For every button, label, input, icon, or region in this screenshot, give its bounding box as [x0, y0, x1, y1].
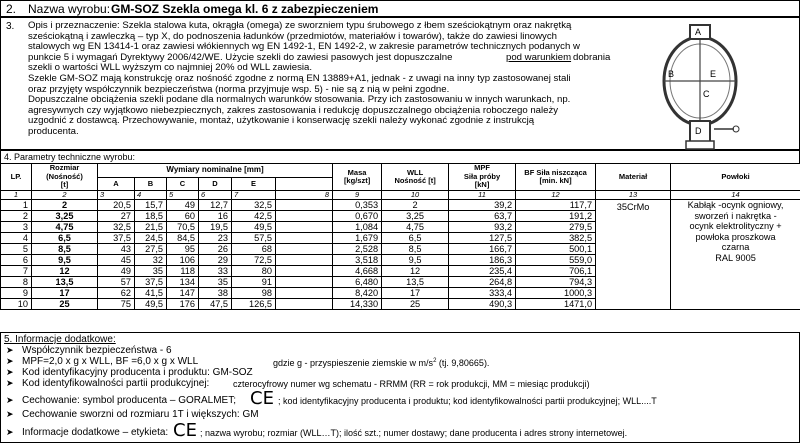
description-line: producenta.	[28, 126, 79, 137]
bullet-arrow-icon: ➤	[6, 378, 14, 388]
header-dim-blank	[276, 177, 333, 191]
svg-text:B: B	[668, 69, 675, 79]
bullet-arrow-icon: ➤	[6, 345, 14, 355]
col-number: 11	[449, 191, 516, 200]
svg-text:E: E	[710, 69, 717, 79]
extra-info-title: 5. Informacje dodatkowe:	[4, 334, 116, 345]
header-bf	[516, 164, 596, 191]
cell-dim-c: 84,5	[167, 233, 199, 244]
cell-dim-b: 15,7	[135, 200, 167, 211]
cell-dim-c: 106	[167, 255, 199, 266]
col-number: 14	[671, 191, 800, 200]
description-underlined: pod warunkiem	[506, 51, 572, 63]
cell-bf: 794,3	[516, 277, 596, 288]
svg-text:D: D	[695, 126, 702, 136]
cell-dim-blank	[276, 255, 333, 266]
bullet-arrow-icon: ➤	[6, 395, 14, 405]
cell-dim-e: 126,5	[232, 299, 276, 310]
table-row	[1, 200, 800, 211]
header-dim-c: C	[167, 177, 199, 191]
cell-bf: 117,7	[516, 200, 596, 211]
cell-lp: 9	[1, 288, 32, 299]
description-number: 3.	[6, 21, 15, 32]
powloki-line: powłoka proszkowa	[695, 231, 776, 242]
bullet-arrow-icon: ➤	[6, 356, 14, 366]
cell-mpf: 39,2	[449, 200, 516, 211]
description-line: sześciokątną i zawleczką – typ X, do podnoszenia ładunków (przedmiotów, materiałów i towarów), także do zawiesi linowych	[28, 30, 557, 42]
header-powloki: Powłoki	[671, 164, 800, 191]
cell-masa: 0,670	[333, 211, 382, 222]
header-wymiary: Wymiary nominalne [mm]	[98, 164, 333, 178]
cell-size: 8,5	[32, 244, 98, 255]
column-number-row	[1, 191, 800, 200]
cell-size: 17	[32, 288, 98, 299]
bullet-arrow-icon: ➤	[6, 367, 14, 377]
cell-dim-a: 27	[98, 211, 135, 222]
cell-dim-d: 19,5	[199, 222, 232, 233]
extra-info-item: Kod identyfikacyjny producenta i produktu: GM-SOZ	[22, 367, 253, 378]
cell-dim-d: 26	[199, 244, 232, 255]
cell-lp: 5	[1, 244, 32, 255]
cell-bf: 191,2	[516, 211, 596, 222]
extra-info-item: Informacje dodatkowe – etykieta:	[22, 427, 169, 438]
cell-dim-e: 68	[232, 244, 276, 255]
cell-lp: 2	[1, 211, 32, 222]
col-number: 3	[98, 191, 135, 200]
cell-masa: 1,084	[333, 222, 382, 233]
cell-bf: 559,0	[516, 255, 596, 266]
cell-dim-d: 33	[199, 266, 232, 277]
shackle-illustration	[650, 19, 760, 151]
description-line: Szekle GM-SOZ mają konstrukcję oraz nośność zgodne z normą EN 13889+A1, jednak - z uwagi na inny typ zastosowanej stali	[28, 73, 571, 84]
cell-size: 6,5	[32, 233, 98, 244]
cell-masa: 8,420	[333, 288, 382, 299]
header-material: Materiał	[596, 164, 671, 191]
powloki-line: czarna	[721, 242, 750, 252]
header-masa-line: Masa	[347, 167, 367, 177]
svg-text:C: C	[703, 89, 710, 99]
col-number: 9	[333, 191, 382, 200]
header-rozmiar-line: (Nośność)	[46, 171, 83, 181]
col-number: 1	[1, 191, 32, 200]
cell-dim-blank	[276, 277, 333, 288]
cell-bf: 1471,0	[516, 299, 596, 310]
cell-wll: 6,5	[382, 233, 449, 244]
powloki-line: ocynk elektrolityczny +	[689, 221, 782, 231]
col-number: 13	[596, 191, 671, 200]
col-number: 12	[516, 191, 596, 200]
cell-dim-a: 20,5	[98, 200, 135, 211]
gravity-text: gdzie g - przyspieszenie ziemskie w m/s	[273, 358, 434, 368]
cell-wll: 12	[382, 266, 449, 277]
cell-dim-blank	[276, 233, 333, 244]
powloki-line: sworzeń i nakrętka -	[694, 210, 777, 221]
cell-masa: 4,668	[333, 266, 382, 277]
cell-mpf: 235,4	[449, 266, 516, 277]
description-line: agresywnych czy wyjątkowo niebezpiecznych, zakres zastosowania i redukcję dopuszczalnego obciążenia roboczego należy	[28, 104, 559, 116]
cell-size: 13,5	[32, 277, 98, 288]
material-value: 35CrMo	[616, 202, 650, 212]
description-line: oraz przyjęty współczynnik bezpieczeństwa (norma przyjmuje wsp. 5) - nie są z nią w pełni zgodne.	[28, 83, 450, 95]
gravity-sup: 2	[433, 358, 437, 364]
cell-bf: 1000,3	[516, 288, 596, 299]
cell-size: 9,5	[32, 255, 98, 266]
cell-dim-a: 62	[98, 288, 135, 299]
cell-wll: 17	[382, 288, 449, 299]
cell-size: 2	[32, 200, 98, 211]
header-mpf-line: MPF	[474, 163, 490, 173]
technical-table	[0, 163, 800, 310]
cell-dim-d: 23	[199, 233, 232, 244]
cell-dim-c: 95	[167, 244, 199, 255]
cell-dim-blank	[276, 244, 333, 255]
description-line: Dopuszczalne obciążenia szekli podane dla normalnych warunków stosowania. Przy ich zastosowaniu w innych warunkach, np.	[28, 94, 571, 106]
header-mpf-line: Siła próby	[463, 171, 501, 181]
col-number: 8	[276, 191, 333, 200]
header-dim-d: D	[199, 177, 232, 191]
cell-mpf: 127,5	[449, 233, 516, 244]
header-lp: LP.	[1, 164, 32, 191]
cell-mpf: 166,7	[449, 244, 516, 255]
cell-dim-b: 32	[135, 255, 167, 266]
header-wll	[382, 164, 449, 191]
table-header-row	[1, 164, 800, 178]
header-bf-line: BF Siła niszcząca	[524, 167, 587, 177]
cell-bf: 382,5	[516, 233, 596, 244]
cell-size: 25	[32, 299, 98, 310]
cell-dim-b: 27,5	[135, 244, 167, 255]
cell-mpf: 63,7	[449, 211, 516, 222]
cell-mpf: 333,4	[449, 288, 516, 299]
cell-dim-b: 24,5	[135, 233, 167, 244]
cell-lp: 10	[1, 299, 32, 310]
cell-dim-e: 91	[232, 277, 276, 288]
cell-bf: 706,1	[516, 266, 596, 277]
cell-mpf: 93,2	[449, 222, 516, 233]
cell-lp: 1	[1, 200, 32, 211]
header-dim-e: E	[232, 177, 276, 191]
cell-dim-a: 43	[98, 244, 135, 255]
cell-mpf: 186,3	[449, 255, 516, 266]
header-mpf-line: [kN]	[474, 180, 490, 190]
title-label: Nazwa wyrobu:	[28, 2, 111, 16]
table-body	[1, 200, 800, 310]
section-number: 2.	[6, 2, 17, 16]
cell-lp: 6	[1, 255, 32, 266]
cell-dim-d: 12,7	[199, 200, 232, 211]
extra-info-item: Współczynnik bezpieczeństwa - 6	[22, 345, 172, 356]
cell-masa: 6,480	[333, 277, 382, 288]
cell-dim-b: 35	[135, 266, 167, 277]
cell-dim-a: 32,5	[98, 222, 135, 233]
bullet-arrow-icon: ➤	[6, 409, 14, 419]
cell-masa: 3,518	[333, 255, 382, 266]
cell-wll: 2	[382, 200, 449, 211]
gravity-value: (tj. 9,80665).	[436, 358, 490, 368]
cell-lp: 4	[1, 233, 32, 244]
cell-dim-c: 70,5	[167, 222, 199, 233]
cell-dim-a: 57	[98, 277, 135, 288]
svg-text:A: A	[695, 27, 702, 37]
ce-mark-icon: CE	[250, 388, 274, 409]
col-number: 5	[167, 191, 199, 200]
cell-dim-e: 98	[232, 288, 276, 299]
description-line: dobrania	[573, 51, 611, 63]
ce-mark-icon: CE	[173, 420, 197, 441]
cell-dim-b: 41,5	[135, 288, 167, 299]
header-rozmiar-line: Rozmiar	[49, 163, 80, 173]
description-line: punkcie 5 i wymagań Dyrektywy 2006/42/WE. Użycie szekli do zawiesi pasowych jest dopuszczalne	[28, 51, 453, 63]
cell-powloki	[671, 200, 800, 310]
cell-lp: 8	[1, 277, 32, 288]
extra-info-item-detail: ; kod identyfikacyjny producenta i produktu; kod identyfikowalności partii produkcyjnej; WLL....T	[278, 396, 657, 406]
powloki-line: Kabłąk -ocynk ogniowy,	[687, 200, 784, 210]
cell-dim-e: 32,5	[232, 200, 276, 211]
cell-dim-a: 37,5	[98, 233, 135, 244]
description-line: szekli o wartości WLL wyższym co najmniej 20% od WLL zawiesia.	[28, 62, 312, 74]
cell-wll: 4,75	[382, 222, 449, 233]
product-title: GM-SOZ Szekla omega kl. 6 z zabezpieczeniem	[111, 2, 379, 16]
header-wll-line: Nośność [t]	[394, 176, 436, 185]
header-bf-line: [min. kN]	[539, 176, 572, 185]
cell-dim-blank	[276, 266, 333, 277]
cell-dim-d: 47,5	[199, 299, 232, 310]
cell-dim-b: 18,5	[135, 211, 167, 222]
cell-dim-c: 147	[167, 288, 199, 299]
cell-dim-e: 80	[232, 266, 276, 277]
cell-wll: 8,5	[382, 244, 449, 255]
header-dim-b: B	[135, 177, 167, 191]
col-number: 6	[199, 191, 232, 200]
col-number: 4	[135, 191, 167, 200]
cell-dim-b: 21,5	[135, 222, 167, 233]
col-number: 7	[232, 191, 276, 200]
description-line: stalowych wg EN 13414-1 oraz zawiesi włókiennych wg EN 1492-1, EN 1492-2, w zakresie parametrów technicznych podanych w	[28, 41, 580, 53]
params-label: 4. Parametry techniczne wyrobu:	[4, 152, 136, 162]
cell-dim-d: 38	[199, 288, 232, 299]
extra-info-item-detail: czterocyfrowy numer wg schematu - RRMM (RR = rok produkcji, MM = miesiąc produkcji)	[233, 379, 590, 389]
cell-size: 4,75	[32, 222, 98, 233]
cell-masa: 14,330	[333, 299, 382, 310]
cell-dim-b: 37,5	[135, 277, 167, 288]
cell-dim-a: 49	[98, 266, 135, 277]
cell-dim-c: 49	[167, 200, 199, 211]
header-wll-line: WLL	[406, 167, 424, 177]
cell-dim-e: 57,5	[232, 233, 276, 244]
cell-bf: 500,1	[516, 244, 596, 255]
cell-dim-e: 49,5	[232, 222, 276, 233]
extra-info-item: Kod identyfikowalności partii produkcyjnej:	[22, 378, 210, 389]
bullet-arrow-icon: ➤	[6, 427, 14, 437]
cell-wll: 13,5	[382, 277, 449, 288]
description-line: uzgodnić z dostawcą. Przechowywanie, montaż, użytkowanie i konserwację szekli należy wykonać zgodnie z instrukcją	[28, 115, 535, 127]
cell-dim-c: 134	[167, 277, 199, 288]
header-masa	[333, 164, 382, 191]
cell-dim-blank	[276, 288, 333, 299]
cell-dim-d: 16	[199, 211, 232, 222]
cell-wll: 3,25	[382, 211, 449, 222]
cell-dim-e: 72,5	[232, 255, 276, 266]
cell-wll: 9,5	[382, 255, 449, 266]
cell-dim-c: 60	[167, 211, 199, 222]
col-number: 2	[32, 191, 98, 200]
header-mpf	[449, 164, 516, 191]
cell-dim-d: 29	[199, 255, 232, 266]
cell-dim-c: 176	[167, 299, 199, 310]
cell-lp: 7	[1, 266, 32, 277]
cell-lp: 3	[1, 222, 32, 233]
col-number: 10	[382, 191, 449, 200]
cell-masa: 0,353	[333, 200, 382, 211]
extra-info-item-detail: ; nazwa wyrobu; rozmiar (WLL…T); ilość szt.; numer dostawy; dane producenta i adres strony internetowej.	[200, 428, 628, 438]
powloki-line: RAL 9005	[715, 252, 756, 263]
cell-dim-e: 42,5	[232, 211, 276, 222]
cell-mpf: 490,3	[449, 299, 516, 310]
cell-dim-blank	[276, 200, 333, 211]
cell-dim-blank	[276, 222, 333, 233]
cell-dim-c: 118	[167, 266, 199, 277]
header-rozmiar	[32, 164, 98, 191]
header-masa-line: [kg/szt]	[343, 176, 371, 185]
cell-wll: 25	[382, 299, 449, 310]
cell-size: 12	[32, 266, 98, 277]
cell-dim-blank	[276, 299, 333, 310]
header-dim-a: A	[98, 177, 135, 191]
extra-info-item: Cechowanie: symbol producenta – GORALMET;	[22, 395, 236, 406]
extra-info-item: MPF=2,0 x g x WLL, BF =6,0 x g x WLL	[22, 356, 199, 367]
cell-dim-b: 49,5	[135, 299, 167, 310]
cell-masa: 1,679	[333, 233, 382, 244]
cell-dim-a: 45	[98, 255, 135, 266]
cell-dim-a: 75	[98, 299, 135, 310]
cell-dim-blank	[276, 211, 333, 222]
description-line: Opis i przeznaczenie: Szekla stalowa kuta, okrągła (omega) ze sworzniem typu śrubowego z łbem sześciokątnym oraz nakrętką	[28, 20, 572, 31]
extra-info-item: Cechowanie sworzni od rozmiaru 1T i większych: GM	[22, 409, 259, 420]
cell-mpf: 264,8	[449, 277, 516, 288]
extra-info-item-detail	[273, 358, 489, 368]
cell-masa: 2,528	[333, 244, 382, 255]
cell-material	[596, 200, 671, 310]
cell-size: 3,25	[32, 211, 98, 222]
header-rozmiar-line: [t]	[60, 180, 69, 190]
cell-bf: 279,5	[516, 222, 596, 233]
cell-dim-d: 35	[199, 277, 232, 288]
